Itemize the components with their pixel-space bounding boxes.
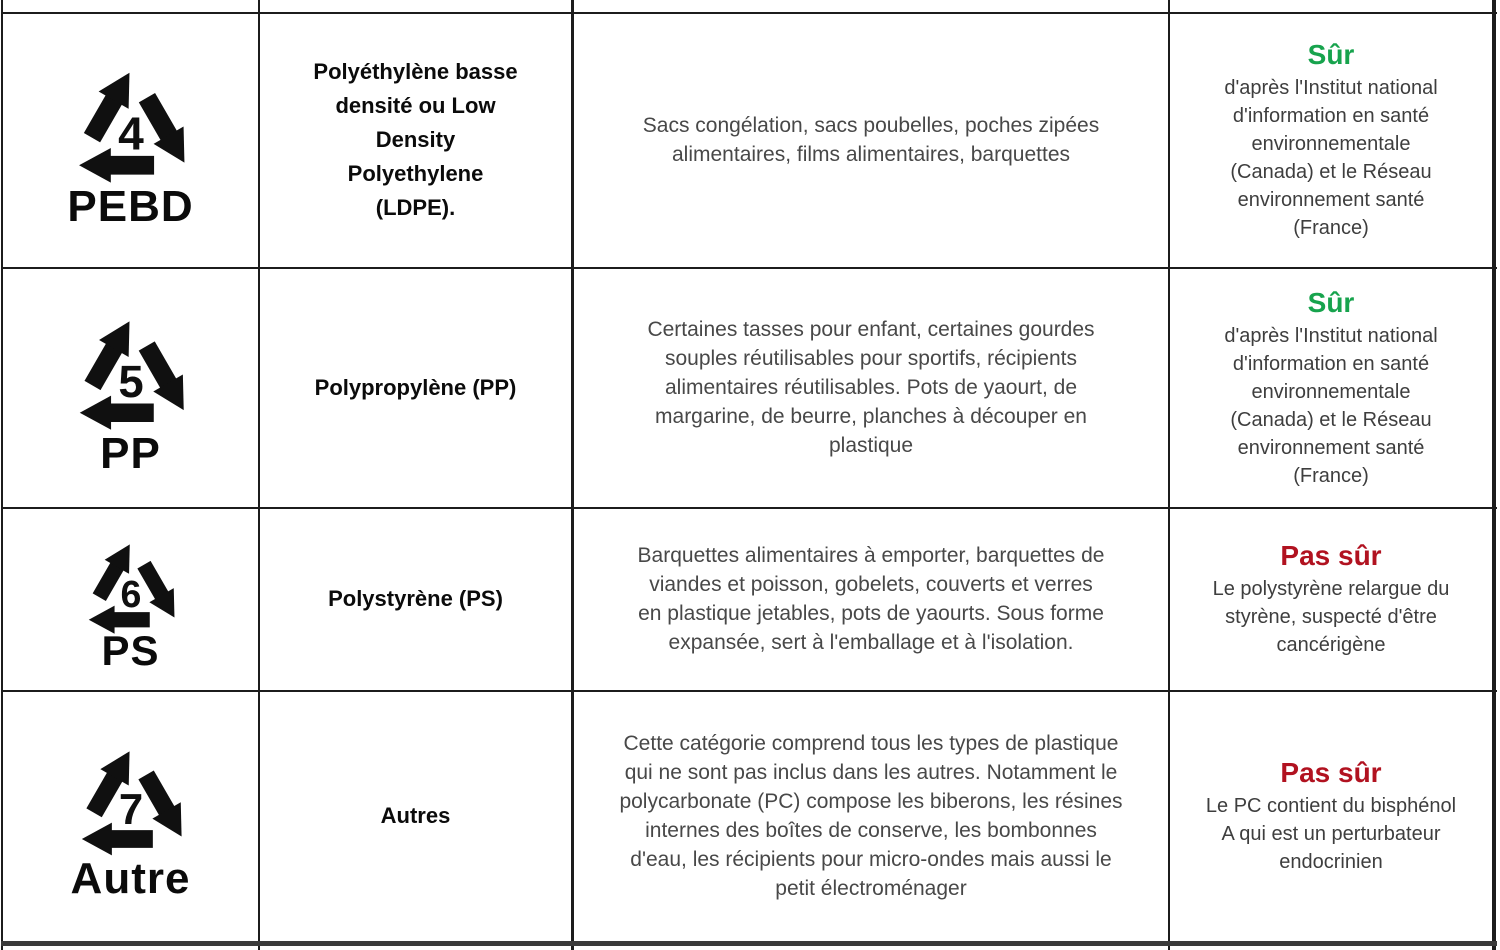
material-name: Autres <box>380 803 451 828</box>
resin-code-number: 5 <box>117 355 144 407</box>
uses-text: Cette catégorie comprend tous les types de plastique qui ne sont pas inclus dans les autres. Notamment le polycarbonate (PC) compose les biberons, les résines internes des boîtes de conserve, les bombonnes d'eau, les récipients pour micro-ondes mais aussi le petit électroménager <box>619 732 1123 900</box>
column-divider-1 <box>258 0 260 950</box>
safety-cell <box>1171 509 1491 689</box>
symbol-caption: PS <box>101 626 160 674</box>
material-name: Polyéthylène basse densité ou Low Density Polyethylene (LDPE). <box>313 59 518 220</box>
uses-cell <box>575 692 1167 940</box>
safety-cell <box>1171 269 1491 506</box>
safety-detail: d'après l'Institut national d'information en santé environnementale (Canada) et le Réseau environnement santé (France) <box>1224 77 1438 239</box>
uses-cell <box>575 14 1167 266</box>
safety-detail: Le polystyrène relargue du styrène, suspecté d'être cancérigène <box>1212 578 1450 656</box>
symbol-cell <box>3 509 258 689</box>
name-cell <box>261 14 570 266</box>
resin-code-number: 7 <box>118 784 143 834</box>
safety-status: Pas sûr <box>1280 757 1382 788</box>
symbol-caption: PP <box>100 428 161 478</box>
safety-detail: d'après l'Institut national d'information en santé environnementale (Canada) et le Réseau environnement santé (France) <box>1224 324 1438 487</box>
uses-text: Barquettes alimentaires à emporter, barquettes de viandes et poisson, gobelets, couverts et verres en plastique jetables, pots de yaourts. Sous forme expansée, sert à l'emballage et à l'isolation. <box>637 544 1105 654</box>
material-name: Polypropylène (PP) <box>314 374 517 400</box>
resin-code-number: 6 <box>120 572 141 615</box>
safety-status: Pas sûr <box>1280 540 1382 571</box>
safety-status: Sûr <box>1307 39 1355 70</box>
resin-code-number: 4 <box>117 107 144 160</box>
uses-cell <box>575 269 1167 506</box>
safety-status: Sûr <box>1307 286 1355 318</box>
recycling-symbol-4-icon <box>56 51 206 193</box>
symbol-caption: PEBD <box>67 182 194 231</box>
symbol-cell <box>3 269 258 506</box>
recycling-symbol-5-icon <box>57 300 205 440</box>
name-cell <box>261 692 570 940</box>
recycling-symbol-7-icon <box>60 731 202 865</box>
column-divider-2 <box>571 0 574 950</box>
safety-cell <box>1171 14 1491 266</box>
material-name: Polystyrène (PS) <box>328 586 503 611</box>
uses-cell <box>575 509 1167 689</box>
symbol-cell <box>3 14 258 266</box>
table-border-bottom <box>1 941 1497 946</box>
table-border-right <box>1492 0 1496 950</box>
symbol-caption: Autre <box>70 854 191 903</box>
symbol-cell <box>3 692 258 940</box>
safety-detail: Le PC contient du bisphénol A qui est un perturbateur endocrinien <box>1205 795 1457 873</box>
name-cell <box>261 269 570 506</box>
uses-text: Sacs congélation, sacs poubelles, poches zipées alimentaires, films alimentaires, barquettes <box>642 114 1100 166</box>
safety-cell <box>1171 692 1491 940</box>
uses-text: Certaines tasses pour enfant, certaines gourdes souples réutilisables pour sportifs, récipients alimentaires réutilisables. Pots de yaourt, de margarine, de beurre, planches à découper en plastique <box>647 318 1095 457</box>
recycling-symbol-6-icon <box>70 527 192 642</box>
name-cell <box>261 509 570 689</box>
column-divider-3 <box>1168 0 1170 950</box>
